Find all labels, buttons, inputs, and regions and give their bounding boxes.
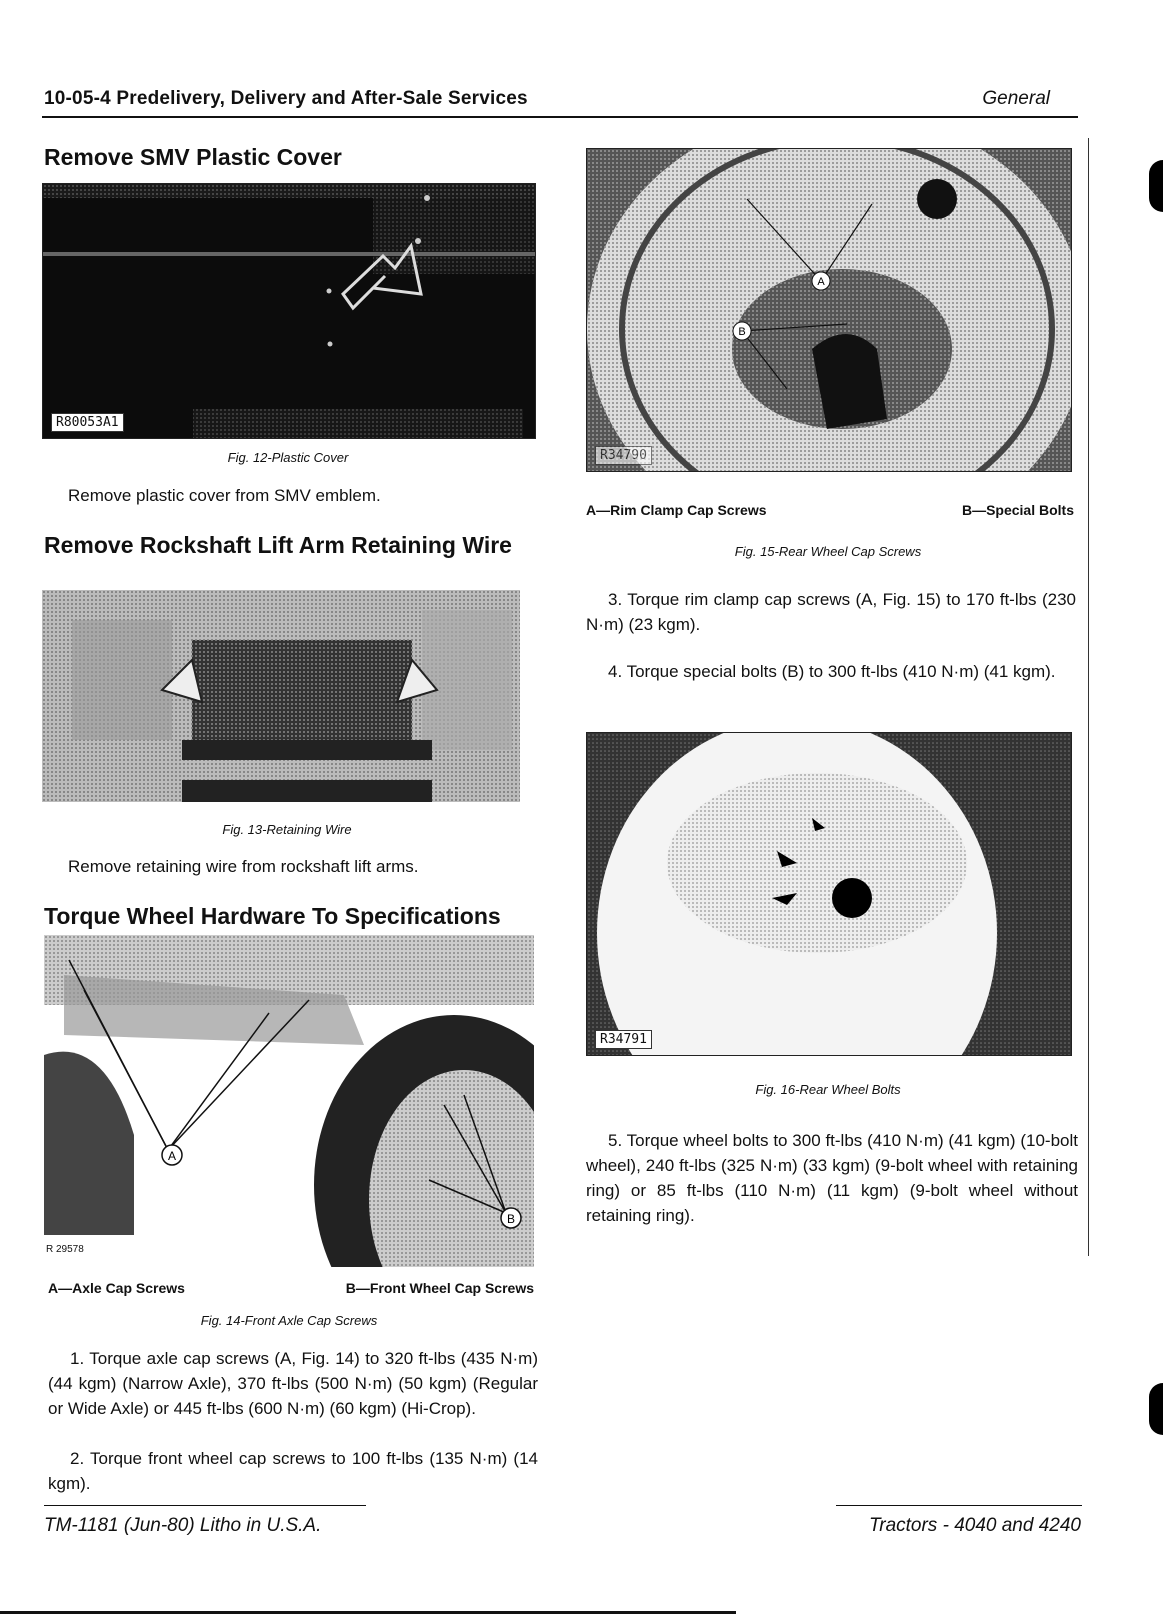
binder-hole-top — [1149, 160, 1163, 212]
photo-ref-number: R80053A1 — [51, 413, 124, 432]
callout-a-rear: A — [817, 276, 825, 288]
legend-a-rim-clamp: A—Rim Clamp Cap Screws — [586, 502, 767, 518]
footer-product: Tractors - 4040 and 4240 — [869, 1515, 1081, 1536]
section-title-torque: Torque Wheel Hardware To Specifications — [44, 903, 501, 929]
text-step-4: 4. Torque special bolts (B) to 300 ft-lbs (410 N·m) (41 kgm). — [608, 662, 1056, 681]
text-step-2: 2. Torque front wheel cap screws to 100 ft-lbs (135 N·m) (14 kgm). — [48, 1449, 538, 1493]
page-header-section: General — [982, 88, 1050, 109]
column-rule — [1088, 138, 1089, 1256]
section-title-rockshaft: Remove Rockshaft Lift Arm Retaining Wire — [44, 532, 512, 558]
figure-caption-16: Fig. 16-Rear Wheel Bolts — [755, 1082, 901, 1097]
text-step-1: 1. Torque axle cap screws (A, Fig. 14) to 320 ft-lbs (435 N·m) (44 kgm) (Narrow Axle), 370 ft-lbs (500 N·m) (50 kgm) (Regular or Wide Axle) or 445 ft-lbs (600 N·m) (60 kgm) (Hi-Crop). — [48, 1349, 538, 1418]
photo-ref-number: R 29578 — [46, 1244, 84, 1255]
legend-b-special-bolts: B—Special Bolts — [961, 502, 1074, 518]
figure-caption-13: Fig. 13-Retaining Wire — [222, 822, 352, 837]
section-title-smv: Remove SMV Plastic Cover — [44, 144, 342, 170]
photo-ref-number: R34790 — [595, 446, 652, 465]
header-rule — [42, 116, 1078, 118]
photo-front-axle — [44, 935, 534, 1267]
text-step-5: 5. Torque wheel bolts to 300 ft-lbs (410 N·m) (41 kgm) (10-bolt wheel), 240 ft-lbs (325 N·m) (33 kgm) (9-bolt wheel with retaining ring) or 85 ft-lbs (110 N·m) (11 kgm) (9-bolt wheel without retaining ring). — [586, 1131, 1078, 1225]
figure-caption-15: Fig. 15-Rear Wheel Cap Screws — [734, 544, 922, 559]
binder-hole-bottom — [1149, 1383, 1163, 1435]
text-step-3: 3. Torque rim clamp cap screws (A, Fig. 15) to 170 ft-lbs (230 N·m) (23 kgm). — [586, 590, 1076, 634]
legend-a-axle: A—Axle Cap Screws — [48, 1280, 185, 1296]
legend-b-front-wheel: B—Front Wheel Cap Screws — [345, 1280, 534, 1296]
bottom-rule — [0, 1611, 736, 1614]
photo-rear-wheel-bolts — [586, 732, 1072, 1056]
callout-a-front: A — [167, 1149, 177, 1163]
photo-retaining-wire — [42, 590, 520, 802]
figure-caption-14: Fig. 14-Front Axle Cap Screws — [200, 1313, 378, 1328]
text-rockshaft: Remove retaining wire from rockshaft lift arms. — [68, 857, 419, 876]
footer-rule-right — [836, 1505, 1082, 1506]
page-header-title: 10-05-4 Predelivery, Delivery and After-Sale Services — [44, 88, 528, 109]
photo-plastic-cover — [42, 183, 536, 439]
photo-rear-wheel-cap-screws — [586, 148, 1072, 472]
footer-publication: TM-1181 (Jun-80) Litho in U.S.A. — [44, 1515, 322, 1536]
callout-b-rear: B — [738, 326, 746, 338]
photo-ref-number: R34791 — [595, 1030, 652, 1049]
callout-b-front: B — [506, 1212, 516, 1226]
footer-rule-left — [44, 1505, 366, 1506]
figure-caption-12: Fig. 12-Plastic Cover — [227, 450, 349, 465]
text-smv: Remove plastic cover from SMV emblem. — [68, 486, 381, 505]
